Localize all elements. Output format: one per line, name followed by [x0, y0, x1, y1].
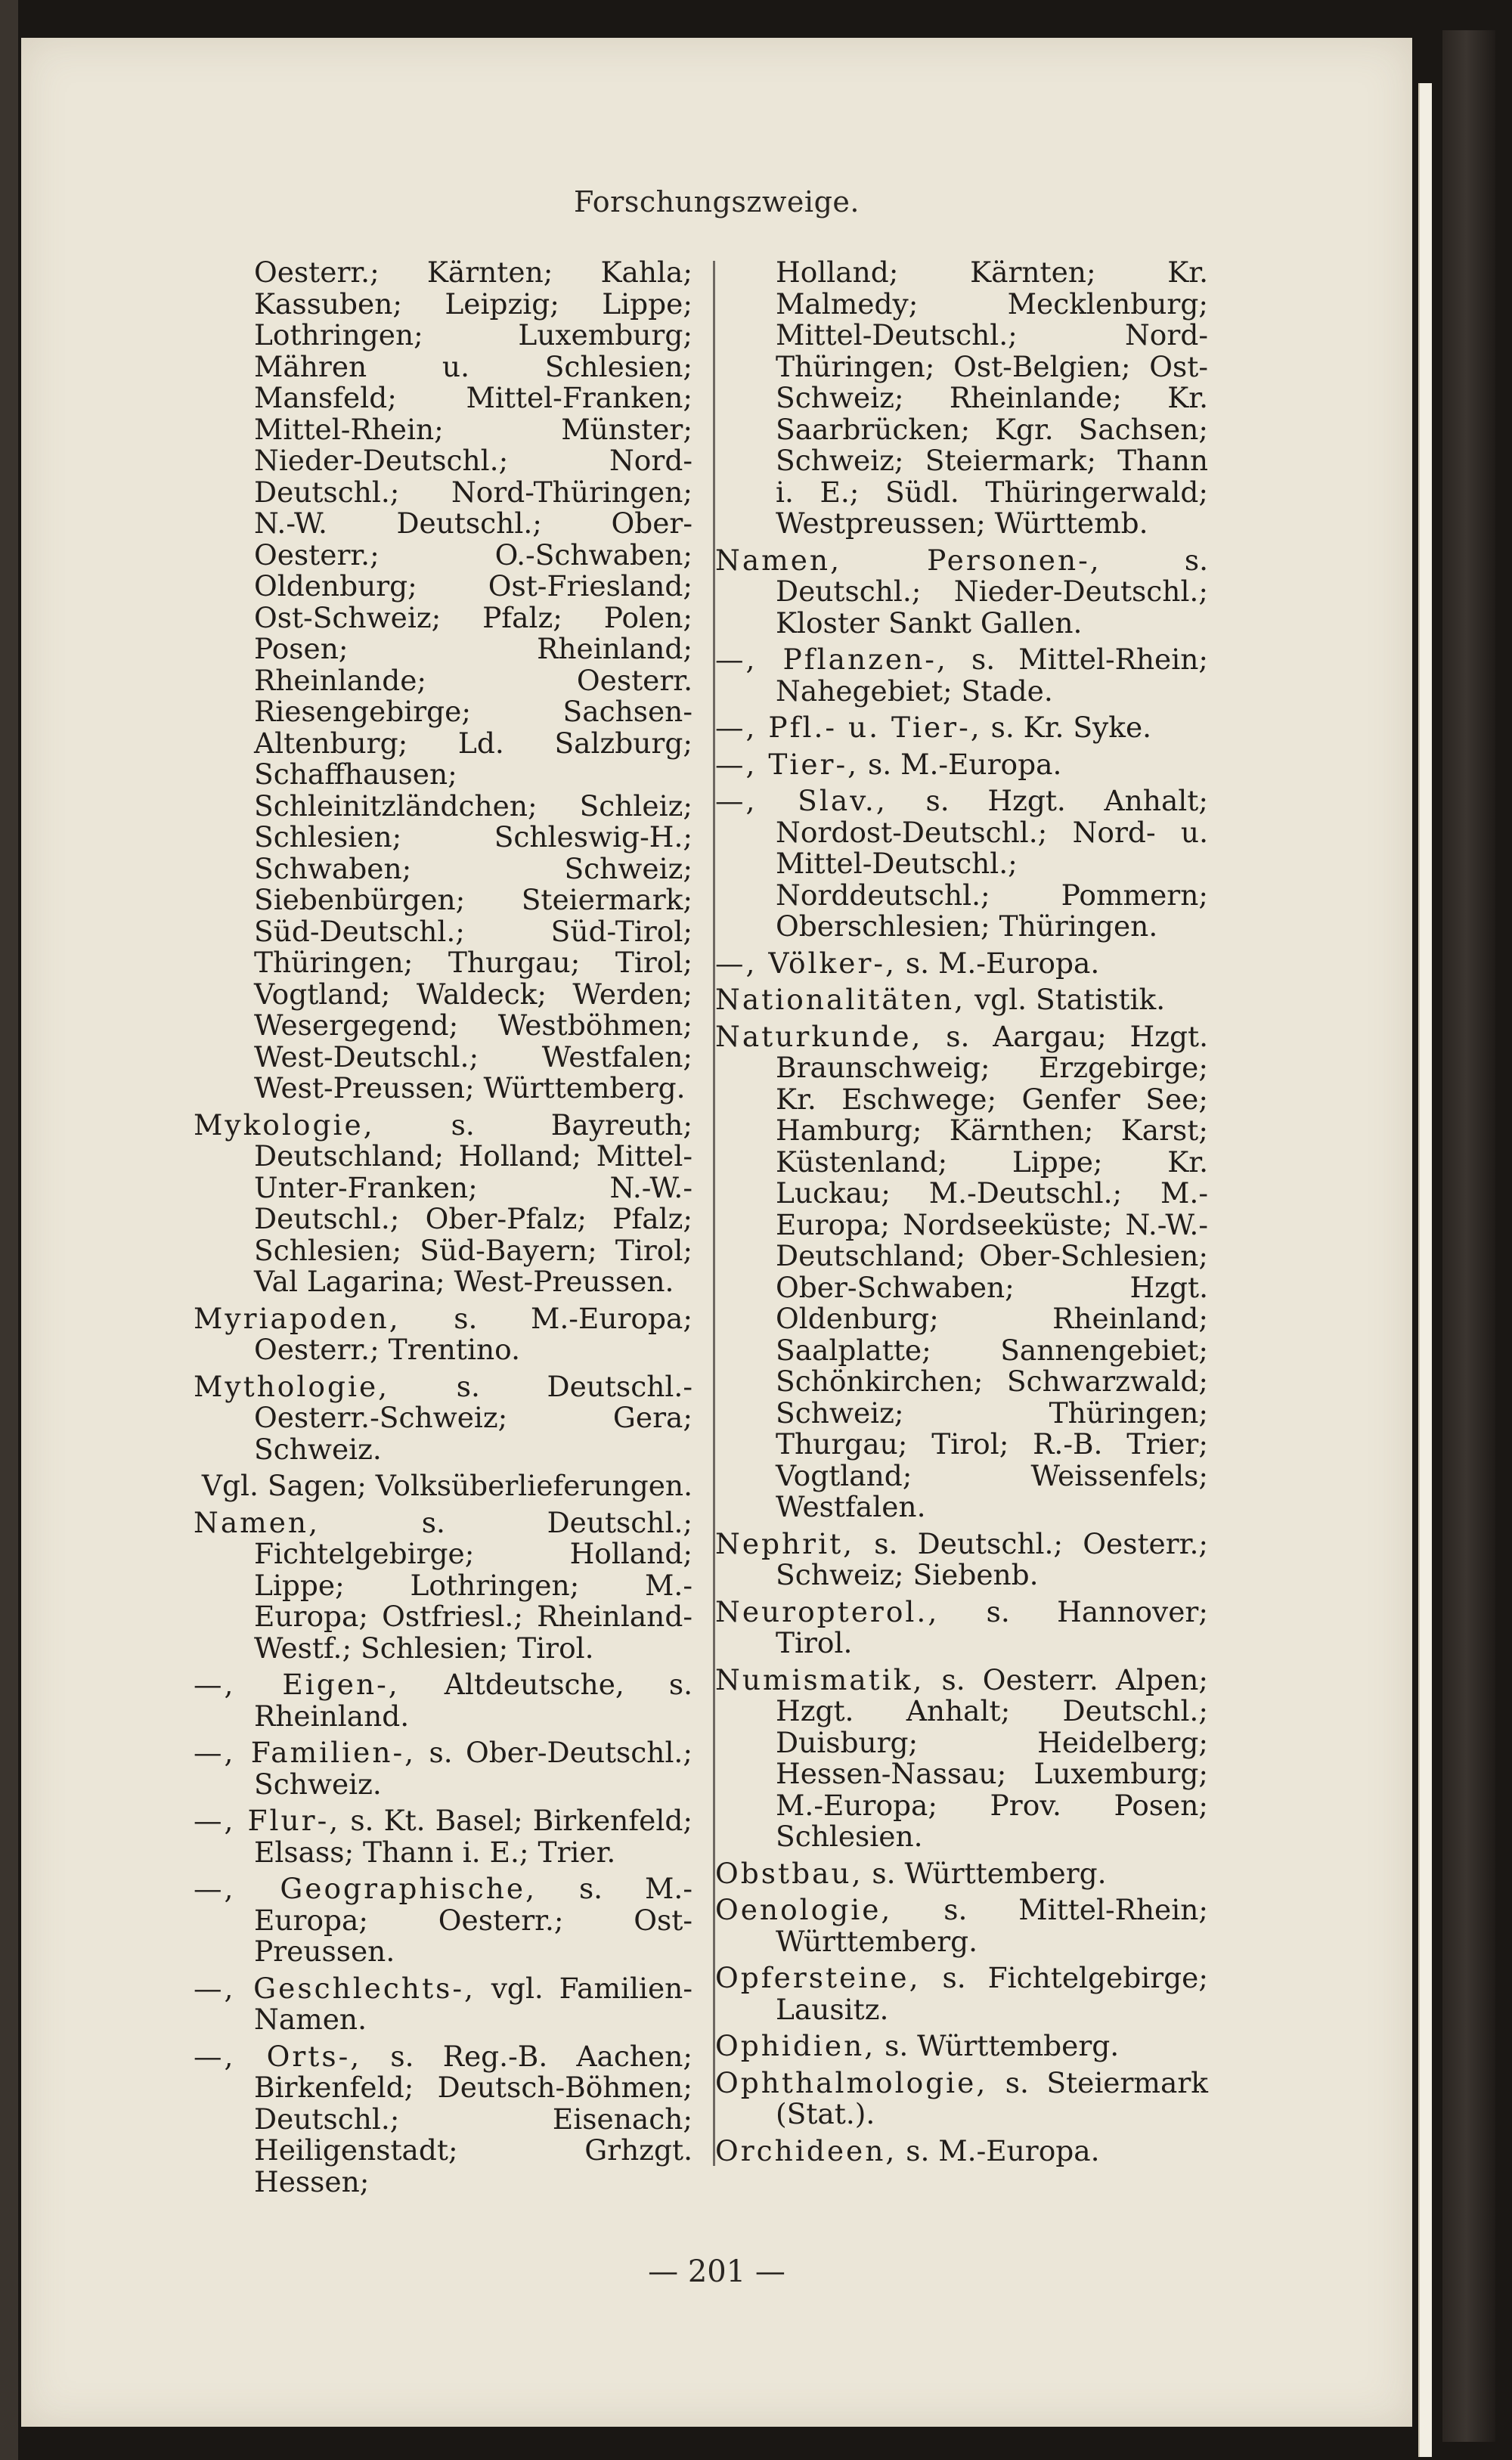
- entry-text: s. Hannover; Tirol.: [776, 1594, 1208, 1659]
- index-entry: [715, 644, 1208, 707]
- index-entry: [715, 2133, 1208, 2167]
- index-entry: [715, 1526, 1208, 1591]
- page-number: — 201 —: [648, 2254, 785, 2289]
- index-entry: [715, 1021, 1208, 1523]
- index-entry: [194, 1110, 692, 1298]
- index-entry: [194, 1371, 692, 1466]
- entry-headword: Mythologie,: [194, 1369, 390, 1403]
- entry-text: s. M.-Europa.: [867, 747, 1062, 781]
- entry-headword: —, Familien-,: [194, 1736, 417, 1769]
- entry-text: s. Oesterr. Alpen; Hzgt. Anhalt; Deutschl.; Duisburg; Heidelberg; Hessen-Nassau; Luxemburg; M.-Europa; Prov. Posen; Schlesien.: [776, 1662, 1208, 1853]
- index-entry: [715, 257, 1208, 540]
- index-entry: [194, 1873, 692, 1968]
- entry-text: s. M.-Europa.: [906, 2133, 1100, 2167]
- entry-headword: —, Slav.,: [715, 784, 888, 817]
- index-entry: [715, 712, 1208, 744]
- index-entry: [715, 1963, 1208, 2025]
- entry-headword: —, Flur-,: [194, 1804, 341, 1837]
- entry-text: s. Bayreuth; Deutschland; Holland; Mittel-Unter-Franken; N.-W.-Deutschl.; Ober-Pfalz; Pfalz; Schlesien; Süd-Bayern; Tirol; Val Lagarina; West-Preussen.: [254, 1108, 692, 1298]
- index-entry: [715, 1895, 1208, 1957]
- page-stack-edge: [1418, 83, 1432, 2457]
- entry-headword: Nephrit,: [715, 1526, 855, 1560]
- entry-headword: Namen,: [194, 1505, 320, 1539]
- entry-text: Oesterr.; Kärnten; Kahla; Kassuben; Leipzig; Lippe; Lothringen; Luxemburg; Mähren u. Schlesien; Mansfeld; Mittel-Franken; Mittel-Rhein; Münster; Nieder-Deutschl.; Nord-Deutschl.; Nord-Thüringen; N.-W. Deutschl.; Ober-Oesterr.; O.-Schwaben; Oldenburg; Ost-Friesland; Ost-Schweiz; Pfalz; Polen; Posen; Rheinland; Rheinlande; Oesterr. Riesengebirge; Sachsen-Altenburg; Ld. Salzburg; Schaffhausen; Schleinitzländchen; Schleiz; Schlesien; Schleswig-H.; Schwaben; Schweiz; Siebenbürgen; Steiermark; Süd-Deutschl.; Süd-Tirol; Thüringen; Thurgau; Tirol; Vogtland; Waldeck; Werden; Wesergegend; Westböhmen; West-Deutschl.; Westfalen; West-Preussen; Württemberg.: [254, 256, 692, 1105]
- entry-text: Altdeutsche, s. Rheinland.: [254, 1668, 692, 1733]
- entry-text: Vgl. Sagen; Volksüberlieferungen.: [201, 1469, 692, 1502]
- entry-headword: Myriapoden,: [194, 1301, 401, 1335]
- entry-text: s. Mittel-Rhein; Nahegebiet; Stade.: [776, 643, 1208, 708]
- entry-headword: Orchideen,: [715, 2133, 897, 2167]
- entry-text: s. M.-Europa.: [905, 946, 1100, 980]
- book-binding: [0, 0, 18, 2460]
- index-entry: [715, 2065, 1208, 2130]
- index-entry: [194, 1973, 692, 2036]
- running-header: Forschungszweige.: [574, 185, 860, 218]
- index-entry: [194, 1507, 692, 1665]
- entry-text: s. Fichtelgebirge; Lausitz.: [776, 1961, 1208, 2026]
- entry-headword: Nationalitäten,: [715, 983, 966, 1016]
- index-entry: [715, 948, 1208, 980]
- entry-headword: Opfersteine,: [715, 1961, 921, 1994]
- entry-headword: —, Geographische,: [194, 1872, 538, 1905]
- entry-text: s. Mittel-Rhein; Württemberg.: [776, 1893, 1208, 1958]
- index-entry: [715, 749, 1208, 781]
- cross-reference: [194, 1470, 692, 1502]
- index-entry: [194, 2041, 692, 2198]
- index-entry: [194, 1737, 692, 1800]
- entry-headword: Mykologie,: [194, 1108, 375, 1142]
- entry-headword: Numismatik,: [715, 1662, 925, 1696]
- entry-text: s. Deutschl.; Oesterr.; Schweiz; Siebenb.: [776, 1526, 1208, 1591]
- entry-text: s. Württemberg.: [885, 2029, 1120, 2062]
- entry-text: s. M.-Europa; Oesterr.; Trentino.: [254, 1301, 692, 1366]
- index-entry: [715, 2031, 1208, 2062]
- entry-headword: Obstbau,: [715, 1856, 863, 1890]
- entry-text: s. Kt. Basel; Birkenfeld; Elsass; Thann i. E.; Trier.: [254, 1804, 692, 1869]
- index-entry: [194, 1303, 692, 1366]
- entry-text: s. Württemberg.: [872, 1856, 1107, 1890]
- entry-headword: Ophidien,: [715, 2029, 876, 2062]
- book-cover-edge: [1442, 30, 1495, 2442]
- entry-text: s. M.-Europa; Oesterr.; Ost-Preussen.: [254, 1872, 693, 1968]
- index-entry: [715, 1858, 1208, 1890]
- index-entry: [715, 1662, 1208, 1853]
- entry-headword: —, Tier-,: [715, 747, 860, 781]
- entry-text: s. Reg.-B. Aachen; Birkenfeld; Deutsch-Böhmen; Deutschl.; Eisenach; Heiligenstadt; Grhzgt. Hessen;: [254, 2039, 693, 2198]
- index-entry: [194, 257, 692, 1105]
- entry-headword: —, Pflanzen-,: [715, 643, 948, 676]
- entry-headword: Naturkunde,: [715, 1019, 923, 1053]
- entry-headword: Namen, Personen-,: [715, 543, 1101, 577]
- entry-text: s. Aargau; Hzgt. Braunschweig; Erzgebirge; Kr. Eschwege; Genfer See; Hamburg; Kärnthen; Karst; Küstenland; Lippe; Kr. Luckau; M.-Deutschl.; M.-Europa; Nordseeküste; N.-W.-Deutschland; Ober-Schlesien; Ober-Schwaben; Hzgt. Oldenburg; Rheinland; Saalplatte; Sannengebiet; Schönkirchen; Schwarzwald; Schweiz; Thüringen; Thurgau; Tirol; R.-B. Trier; Vogtland; Weissenfels; Westfalen.: [776, 1019, 1208, 1523]
- right-column: [715, 257, 1208, 2172]
- entry-headword: Oenologie,: [715, 1893, 893, 1926]
- entry-headword: —, Pfl.- u. Tier-,: [715, 711, 982, 744]
- index-entry: [715, 785, 1208, 943]
- index-entry: [715, 984, 1208, 1016]
- entry-text: s. Deutschl.-Oesterr.-Schweiz; Gera; Schweiz.: [254, 1369, 692, 1466]
- entry-headword: —, Geschlechts-,: [194, 1971, 476, 2005]
- index-entry: [194, 1805, 692, 1868]
- entry-text: s. Kr. Syke.: [990, 711, 1152, 744]
- entry-text: s. Ober-Deutschl.; Schweiz.: [254, 1736, 692, 1801]
- index-entry: [715, 1594, 1208, 1659]
- entry-text: Holland; Kärnten; Kr. Malmedy; Mecklenburg; Mittel-Deutschl.; Nord-Thüringen; Ost-Belgien; Ost-Schweiz; Rheinlande; Kr. Saarbrücken; Kgr. Sachsen; Schweiz; Steiermark; Thann i. E.; Südl. Thüringerwald; Westpreussen; Württemb.: [776, 256, 1208, 540]
- index-entry: [194, 1669, 692, 1732]
- entry-text: s. Steiermark (Stat.).: [776, 2065, 1208, 2130]
- entry-headword: —, Orts-,: [194, 2039, 362, 2073]
- entry-headword: —, Völker-,: [715, 946, 897, 980]
- entry-text: vgl. Statistik.: [974, 983, 1166, 1016]
- book-page: [21, 38, 1412, 2427]
- entry-text: vgl. Familien-Namen.: [254, 1971, 692, 2036]
- entry-headword: Neuropterol.,: [715, 1594, 940, 1628]
- entry-text: s. Hzgt. Anhalt; Nordost-Deutschl.; Nord- u. Mittel-Deutschl.; Norddeutschl.; Pommern; Oberschlesien; Thüringen.: [776, 784, 1208, 943]
- left-column: [194, 257, 692, 2203]
- entry-headword: —, Eigen-,: [194, 1668, 400, 1701]
- index-entry: [715, 545, 1208, 640]
- entry-headword: Ophthalmologie,: [715, 2065, 988, 2099]
- entry-text: s. Deutschl.; Nieder-Deutschl.; Kloster Sankt Gallen.: [776, 543, 1208, 640]
- entry-text: s. Deutschl.; Fichtelgebirge; Holland; Lippe; Lothringen; M.-Europa; Ostfriesl.; Rheinland-Westf.; Schlesien; Tirol.: [254, 1505, 692, 1665]
